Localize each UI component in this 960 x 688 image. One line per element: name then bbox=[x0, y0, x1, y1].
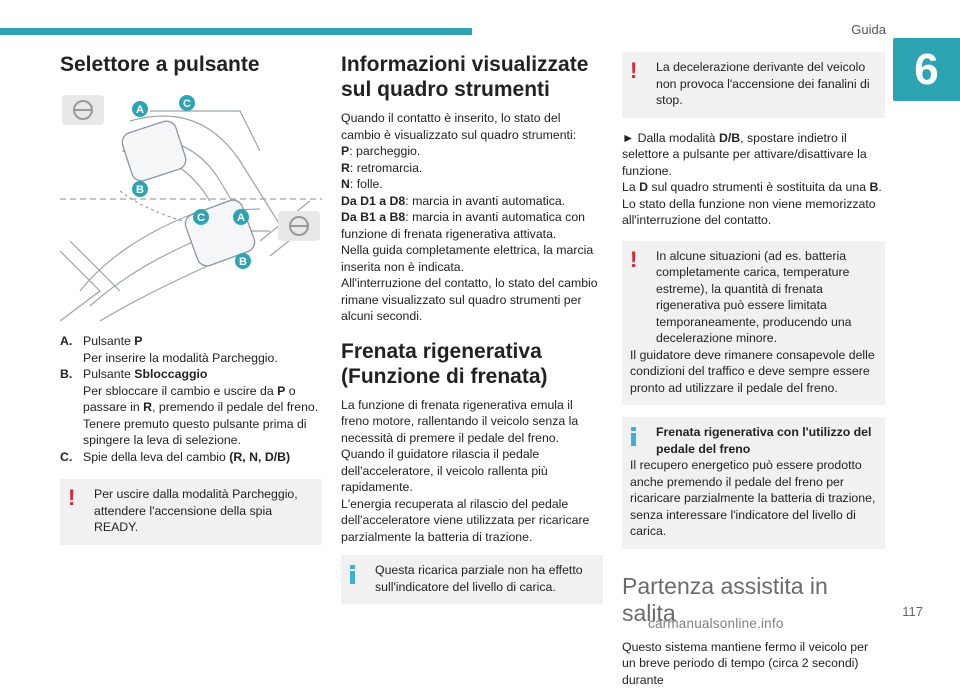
intro-text: Quando il contatto è inserito, lo stato del cambio è visualizzato sul quadro strumenti: bbox=[341, 110, 603, 143]
chapter-number-tab: 6 bbox=[893, 38, 960, 101]
badge-b-top-label: B bbox=[136, 184, 144, 196]
replace-text: La D sul quadro strumenti è sostituita da una B. bbox=[622, 179, 885, 196]
state-n: N: folle. bbox=[341, 176, 603, 193]
info-box-charge: Questa ricarica parziale non ha effetto sull'indicatore del livello di carica. bbox=[341, 555, 603, 604]
column-left bbox=[60, 52, 322, 545]
state-b: Da B1 a B8: marcia in avanti automatica con funzione di frenata rigenerativa attivata. bbox=[341, 209, 603, 242]
legend-item-b: B. Pulsante Sbloccaggio Per sbloccare il cambio e uscire da P o passare in R, premendo il pedale del freno. Tenere premuto questo pulsante prima di spingere la leva di selezione. bbox=[60, 366, 322, 449]
column-right bbox=[622, 52, 885, 688]
warning-box-limits: ! In alcune situazioni (ad es. batteria completamente carica, temperature estreme), la quantità di frenata rigenerativa può essere limitata temporaneamente, producendo una decelerazione minore. Il guidatore deve rimanere consapevole delle condizioni del traffico e deve sempre essere pronto ad utilizzare il pedale del freno. bbox=[622, 241, 885, 406]
warning-icon: ! bbox=[630, 250, 638, 270]
gear-selector-illustration bbox=[60, 91, 322, 327]
selector-drawing bbox=[60, 91, 322, 327]
header-accent-bar bbox=[0, 28, 472, 35]
warning-box-ready: ! Per uscire dalla modalità Parcheggio, attendere l'accensione della spia READY. bbox=[60, 479, 322, 545]
badge-c-bottom-label: C bbox=[197, 212, 205, 224]
info-icon bbox=[350, 565, 355, 583]
badge-a-top-label: A bbox=[136, 104, 144, 116]
watermark: carmanualsonline.info bbox=[648, 616, 784, 631]
badge-c-top-label: C bbox=[183, 98, 191, 110]
page-number: 117 bbox=[902, 604, 923, 619]
legend-item-a: A. Pulsante P Per inserire la modalità Parcheggio. bbox=[60, 333, 322, 366]
state-d: Da D1 a D8: marcia in avanti automatica. bbox=[341, 193, 603, 210]
electric-text: Nella guida completamente elettrica, la marcia inserita non è indicata. bbox=[341, 242, 603, 275]
state-p: P: parcheggio. bbox=[341, 143, 603, 160]
rhd-steering-icon bbox=[278, 211, 320, 241]
heading-partenza: Partenza assistita in salita bbox=[622, 573, 885, 627]
info-box-brake: Frenata rigenerativa con l'utilizzo del pedale del freno Il recupero energetico può essere prodotto anche premendo il pedale del freno per ricaricare parzialmente la batteria di trazione, senza interessare l'indicatore del livello di carica. bbox=[622, 417, 885, 549]
heading-informazioni: Informazioni visualizzate sul quadro strumenti bbox=[341, 52, 603, 102]
column-middle bbox=[341, 52, 603, 604]
badge-b-bottom-label: B bbox=[239, 256, 247, 268]
badge-a-bottom-label: A bbox=[237, 212, 245, 224]
info-icon bbox=[631, 427, 636, 445]
step-toggle: ► Dalla modalità D/B, spostare indietro il selettore a pulsante per attivare/disattivare la funzione. bbox=[622, 130, 885, 180]
energy-text: L'energia recuperata al rilascio del pedale dell'acceleratore viene utilizzata per ricaricare parzialmente la batteria di trazione. bbox=[341, 496, 603, 546]
heading-frenata: Frenata rigenerativa (Funzione di frenata) bbox=[341, 339, 603, 389]
regen-text: La funzione di frenata rigenerativa emula il freno motore, rallentando il veicolo senza la necessità di premere il pedale del freno. Quando il guidatore rilascia il pedale dell'acceleratore, il veicolo rallenta più rapidamente. bbox=[341, 397, 603, 496]
warning-icon: ! bbox=[68, 488, 76, 508]
hill-text: Questo sistema mantiene fermo il veicolo per un breve periodo di tempo (circa 2 secondi) durante bbox=[622, 639, 885, 688]
memo-text: Lo stato della funzione non viene memorizzato all'interruzione del contatto. bbox=[622, 196, 885, 229]
warning-box-stoplights: ! La decelerazione derivante del veicolo non provoca l'accensione dei fanalini di stop. bbox=[622, 52, 885, 118]
ignition-off-text: All'interruzione del contatto, lo stato del cambio rimane visualizzato sul quadro strumenti per alcuni secondi. bbox=[341, 275, 603, 325]
legend-list bbox=[60, 333, 322, 465]
warning-icon: ! bbox=[630, 61, 638, 81]
section-title: Guida bbox=[851, 22, 886, 37]
legend-item-c: C. Spie della leva del cambio (R, N, D/B) bbox=[60, 449, 322, 466]
heading-selettore: Selettore a pulsante bbox=[60, 52, 322, 77]
state-r: R: retromarcia. bbox=[341, 160, 603, 177]
lhd-steering-icon bbox=[62, 95, 104, 125]
gear-state-list bbox=[341, 143, 603, 242]
